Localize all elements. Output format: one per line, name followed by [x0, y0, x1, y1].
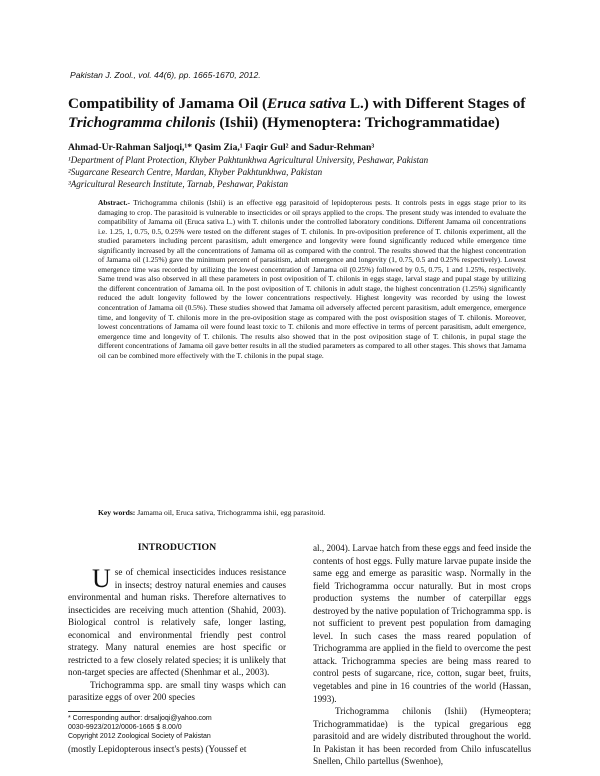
intro-paragraph-2: Trichogramma spp. are small tiny wasps which can parasitize eggs of over 200 species	[68, 679, 286, 703]
keywords	[98, 508, 526, 517]
affiliations	[68, 154, 548, 190]
footnote	[68, 714, 298, 741]
authors: Ahmad-Ur-Rahman Saljoqi,¹* Qasim Zia,¹ Faqir Gul² and Sadur-Rehman³	[68, 142, 375, 153]
keywords-text: Jamama oil, Eruca sativa, Trichogramma ishii, egg parasitoid.	[137, 508, 326, 517]
journal-citation: Pakistan J. Zool., vol. 44(6), pp. 1665-1670, 2012.	[70, 70, 261, 80]
right-column	[313, 542, 531, 768]
footnote-rule	[68, 711, 140, 712]
abstract-label: Abstract.-	[98, 198, 131, 207]
intro-paragraph-2-continued: (mostly Lepidopterous insect's pests) (Youssef et	[68, 744, 247, 754]
drop-cap: U	[92, 564, 111, 593]
corresponding-author[interactable]: * Corresponding author: drsaljoqi@yahoo.com	[68, 715, 212, 722]
intro-paragraph-1: Use of chemical insecticides induces resistance in insects; destroy natural enemies and causes environmental and human risks. Therefore alternatives to insecticides are receiving much attention (Shahid, 2003). Biological control is relatively safe, longer lasting, economical and environmental friendly pest control strategy. Many natural enemies are host specific or restricted to a few closely related species; it is unlikely that non-target species are affected (Shenhmar et al., 2003).	[68, 564, 286, 678]
abstract-text: Trichogramma chilonis (Ishii) is an effective egg parasitoid of lepidopterous pests. It controls pests in eggs stage prior to its damaging to crop. The parasitoid is vulnerable to insecticides or oil sprays applied to the crops. The present study was intended to evaluate the compatibility of Jamama oil (Eruca sativa L.) with T. chilonis under the controlled laboratory conditions. Different Jamama oil concentrations i.e. 1.25, 1, 0.75, 0.5, 0.25% were tested on the different stages of T. chilonis. In pre-oviposition preference of T. chilonis experiment, all the studied parameters including percent parasitism, adult emergence and longevity were found significantly reduced while emergence time significantly increased by all the concentrations of Jamama oil as compared with the control. The results showed that the highest concentration of Jamama oil (1.25%) gave the minimum percent of parasitism, adult emergence and longevity (1, 0.75, 0.5 and 0.25% respectively). Lowest emergence time was recorded by utilizing the lowest concentration of Jamama oil (0.25%) followed by 0.5, 0.75, 1 and 1.25%, respectively. Same trend was also observed in all these parameters in post oviposition of T. chilonis in eggs stage, larval stage and pupal stage by utilizing the different concentration of Jamama oil. In the post oviposition of T. chilonis in adult stage, the highest concentration (1.25%) significantly reduced the adult longevity followed by the lower concentrations respectively. Highest longevity was recorded by using the lowest concentration of Jamama oil (0.5%). These studies showed that Jamama oil adversely affected percent parasitism, adult emergence, emergence time, and longevity of T. chilonis more in the pre-oviposition stage as compared with the post ovisposition stages of T. chilonis. Moreover, lowest concentrations of Jamama oil were found least toxic to T. chilonis and more effective in terms of percent parasitism, adult emergence, emergence time and longevity of T. chilonis. The results also showed that in the post oviposition stage of T. chilonis, in pupal stage the different concentrations of Jamama oil gave better results in all the studied parameters as compared to all other stages. This shows that Jamama oil can be combined more effectively with the T. chilonis in the pupal stage.	[98, 198, 526, 360]
paper-title: Compatibility of Jamama Oil (Eruca sativa L.) with Different Stages of Trichogramma chilonis (Ishii) (Hymenoptera: Trichogrammatidae)	[68, 95, 526, 131]
keywords-label: Key words:	[98, 508, 136, 517]
copyright: Copyright 2012 Zoological Society of Pakistan	[68, 733, 211, 740]
introduction-heading: INTRODUCTION	[137, 542, 217, 553]
intro-right-paragraph-1: al., 2004). Larvae hatch from these eggs and feed inside the contents of host eggs. Fully mature larvae pupate inside the same egg and emerge as parasitic wasp. Normally in the field Trichogramma occur naturally. But in most crops production systems the number of caterpillar eggs destroyed by the native population of Trichogramma spp. is not sufficient to prevent pest population from damaging level. In such cases the mass reared population of Trichogramma are applied in the field to overcome the pest attack. Trichogramma species are being mass reared to control pests of sugarcane, rice, cotton, sugar beet, fruits, vegetables and pine in 16 countries of the world (Hassan, 1993).	[313, 543, 531, 704]
affiliation-1: ¹Department of Plant Protection, Khyber Pakhtunkhwa Agricultural University, Peshawar, Pakistan	[68, 155, 429, 165]
issn: 0030-9923/2012/0006-1665 $ 8.00/0	[68, 724, 182, 731]
abstract	[98, 198, 526, 360]
intro-right-paragraph-2: Trichogramma chilonis (Ishii) (Hymeoptera; Trichogrammatidae) is the typical gregarious egg parasitoid and are widely distributed throughout the world. In Pakistan it has been recorded from Chilo infuscatellus Snellen, Chilo partellus (Swenhoe),	[313, 706, 531, 767]
affiliation-3: ³Agricultural Research Institute, Tarnab, Peshawar, Pakistan	[68, 179, 289, 189]
left-column	[68, 566, 286, 704]
affiliation-2: ²Sugarcane Research Centre, Mardan, Khyber Pakhtunkhwa, Pakistan	[68, 167, 323, 177]
